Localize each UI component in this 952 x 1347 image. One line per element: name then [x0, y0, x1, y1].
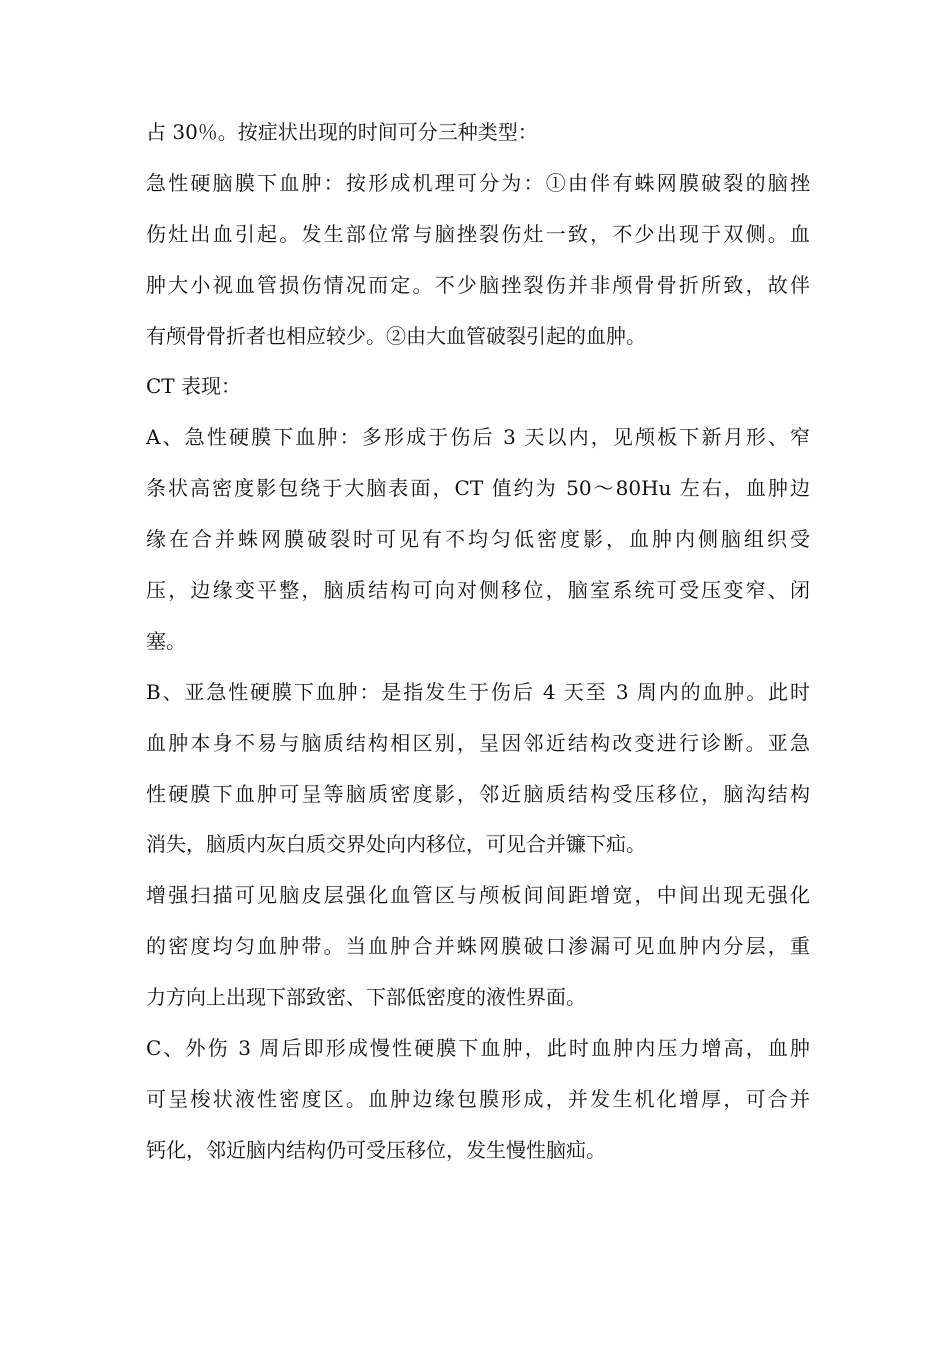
text-line: 的密度均匀血肿带。当血肿合并蛛网膜破口渗漏可见血肿内分层，重 [146, 934, 810, 959]
text-line: 力方向上出现下部致密、下部低密度的液性界面。 [146, 985, 586, 1010]
text-line: 伤灶出血引起。发生部位常与脑挫裂伤灶一致，不少出现于双侧。血 [146, 221, 810, 246]
text-line: 消失，脑质内灰白质交界处向内移位，可见合并镰下疝。 [146, 832, 646, 857]
text-line: 肿大小视血管损伤情况而定。不少脑挫裂伤并非颅骨骨折所致，故伴 [146, 272, 810, 297]
body-text [146, 122, 810, 1191]
text-line: 血肿本身不易与脑质结构相区别，呈因邻近结构改变进行诊断。亚急 [146, 730, 810, 755]
text-line: CT 表现： [146, 374, 241, 399]
text-line: 占 30％。按症状出现的时间可分三种类型： [146, 120, 538, 144]
text-line: 缘在合并蛛网膜破裂时可见有不均匀低密度影，血肿内侧脑组织受 [146, 527, 810, 552]
text-line: A、急性硬膜下血肿：多形成于伤后 3 天以内，见颅板下新月形、窄 [146, 425, 810, 450]
text-line: 压，边缘变平整，脑质结构可向对侧移位，脑室系统可受压变窄、闭 [146, 578, 810, 603]
text-line: 增强扫描可见脑皮层强化血管区与颅板间间距增宽，中间出现无强化 [146, 883, 810, 908]
text-line: 急性硬脑膜下血肿：按形成机理可分为：①由伴有蛛网膜破裂的脑挫 [146, 170, 810, 195]
text-line: 性硬膜下血肿可呈等脑质密度影，邻近脑质结构受压移位，脑沟结构 [146, 781, 810, 806]
text-line: 塞。 [146, 628, 186, 653]
text-line: C、外伤 3 周后即形成慢性硬膜下血肿，此时血肿内压力增高，血肿 [146, 1036, 810, 1061]
text-line: 条状高密度影包绕于大脑表面，CT 值约为 50～80Hu 左右，血肿边 [146, 476, 810, 501]
text-line: 钙化，邻近脑内结构仍可受压移位，发生慢性脑疝。 [146, 1137, 606, 1162]
text-line: 有颅骨骨折者也相应较少。②由大血管破裂引起的血肿。 [146, 323, 646, 348]
text-line: B、亚急性硬膜下血肿：是指发生于伤后 4 天至 3 周内的血肿。此时 [146, 679, 810, 704]
text-line: 可呈梭状液性密度区。血肿边缘包膜形成，并发生机化增厚，可合并 [146, 1086, 810, 1111]
